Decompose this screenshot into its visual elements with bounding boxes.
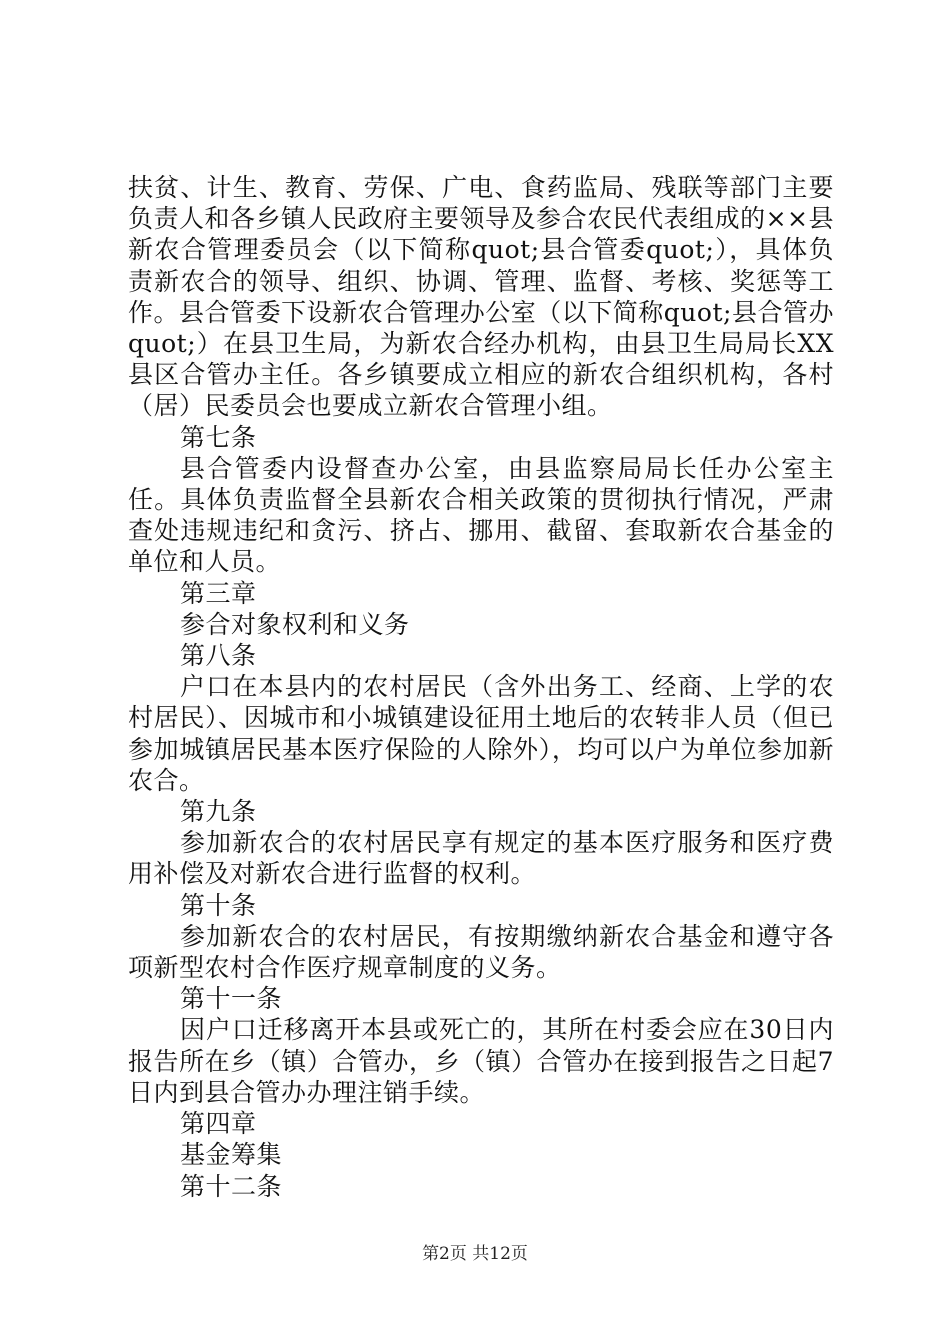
article-9-text: 参加新农合的农村居民享有规定的基本医疗服务和医疗费用补偿及对新农合进行监督的权利。 (128, 828, 834, 889)
article-10-text: 参加新农合的农村居民，有按期缴纳新农合基金和遵守各项新型农村合作医疗规章制度的义务。 (128, 921, 834, 983)
article-7-text: 县合管委内设督查办公室，由县监察局局长任办公室主任。具体负责监督全县新农合相关政策的贯彻执行情况，严肃查处违规违纪和贪污、挤占、挪用、截留、套取新农合基金的单位和人员。 (128, 453, 834, 577)
chapter-3-title: 参合对象权利和义务 (180, 609, 410, 639)
article-heading-11: 第十一条 (180, 984, 283, 1014)
article-heading-9: 第九条 (180, 797, 257, 827)
article-8-text: 户口在本县内的农村居民（含外出务工、经商、上学的农村居民）、因城市和小城镇建设征用土地后的农转非人员（但已参加城镇居民基本医疗保险的人除外），均可以户为单位参加新农合。 (128, 672, 834, 795)
paragraph-continuation: 扶贫、计生、教育、劳保、广电、食药监局、残联等部门主要负责人和各乡镇人民政府主要领导及参合农民代表组成的××县新农合管理委员会（以下简称quot;县合管委quot;），具体负责新农合的领导、组织、协调、管理、监督、考核、奖惩等工作。县合管委下设新农合管理办公室（以下简称quot;县合管办quot;）在县卫生局，为新农合经办机构，由县卫生局局长XX县区合管办主任。各乡镇要成立相应的新农合组织机构，各村（居）民委员会也要成立新农合管理小组。 (128, 173, 834, 421)
chapter-4-title: 基金筹集 (180, 1140, 283, 1170)
chapter-heading-3: 第三章 (180, 578, 257, 608)
document-body (128, 172, 834, 1202)
page-number-footer: 第2页 共12页 (422, 1244, 528, 1264)
article-heading-7: 第七条 (180, 422, 257, 452)
article-heading-12: 第十二条 (180, 1171, 283, 1201)
article-11-text: 因户口迁移离开本县或死亡的，其所在村委会应在30日内报告所在乡（镇）合管办，乡（镇）合管办在接到报告之日起7日内到县合管办办理注销手续。 (128, 1015, 834, 1107)
article-heading-10: 第十条 (180, 890, 257, 920)
chapter-heading-4: 第四章 (180, 1109, 257, 1139)
article-heading-8: 第八条 (180, 641, 257, 671)
